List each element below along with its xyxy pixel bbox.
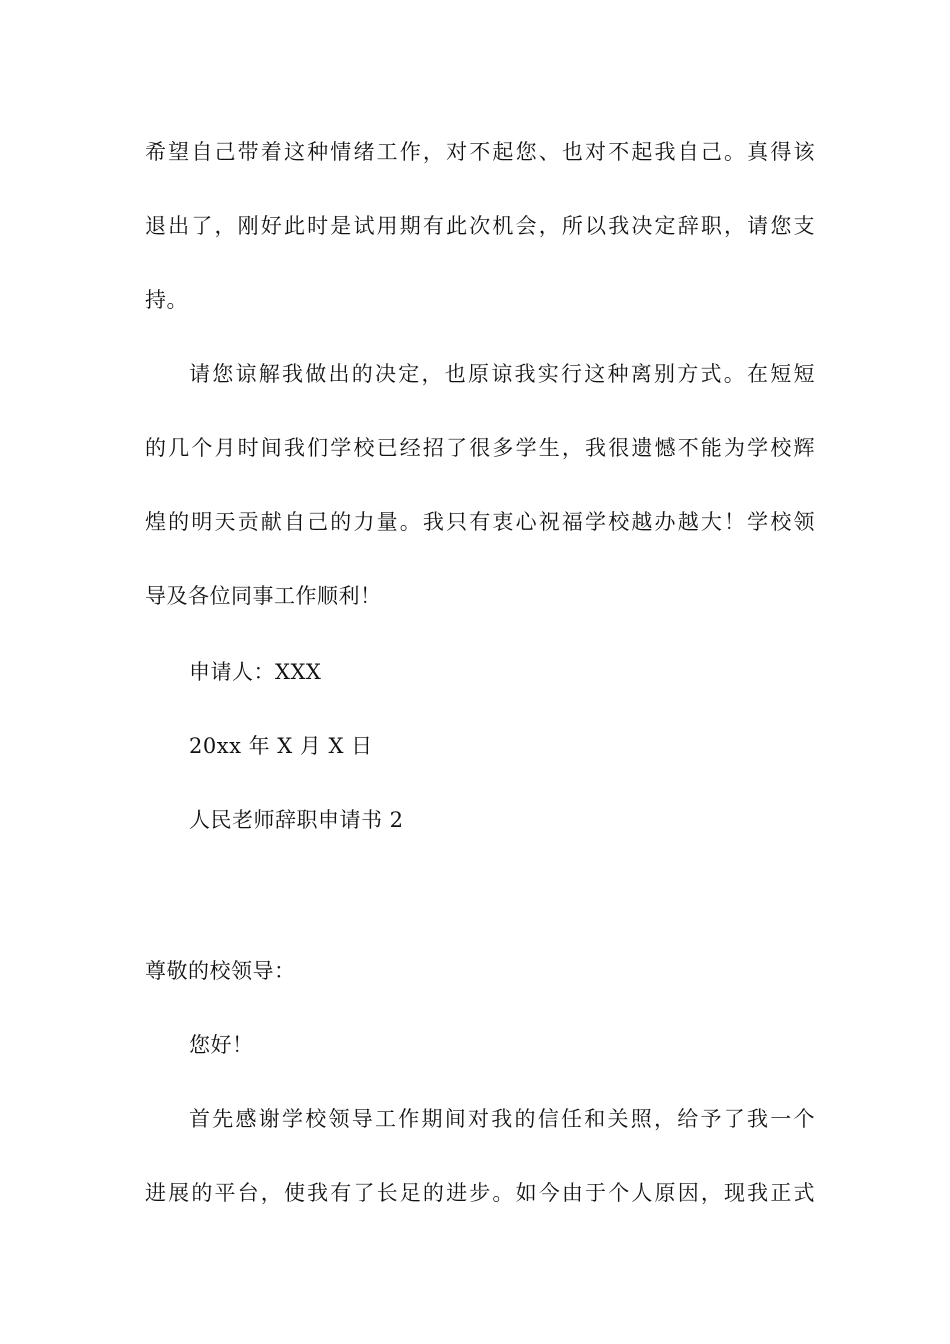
section-title: 人民老师辞职申请书 2 — [189, 808, 404, 832]
body-line: 希望自己带着这种情绪工作，对不起您、也对不起我自己。真得该 — [145, 140, 815, 164]
body-line: 的几个月时间我们学校已经招了很多学生，我很遗憾不能为学校辉 — [145, 436, 815, 460]
body-line: 持。 — [145, 288, 188, 312]
body-line: 退出了，刚好此时是试用期有此次机会，所以我决定辞职，请您支 — [145, 214, 815, 238]
applicant-line: 申请人：XXX — [189, 660, 322, 684]
paragraph-first-line: 请您谅解我做出的决定，也原谅我实行这种离别方式。在短短 — [189, 362, 815, 386]
greeting: 您好！ — [189, 1033, 254, 1057]
body-line: 进展的平台，使我有了长足的进步。如今由于个人原因，现我正式 — [145, 1181, 815, 1205]
paragraph-first-line: 首先感谢学校领导工作期间对我的信任和关照，给予了我一个 — [189, 1107, 815, 1131]
body-line: 煌的明天贡献自己的力量。我只有衷心祝福学校越办越大！学校领 — [145, 510, 815, 534]
body-line: 导及各位同事工作顺利！ — [145, 584, 382, 608]
date-line: 20xx 年 X 月 X 日 — [189, 734, 373, 758]
salutation: 尊敬的校领导： — [145, 959, 296, 983]
